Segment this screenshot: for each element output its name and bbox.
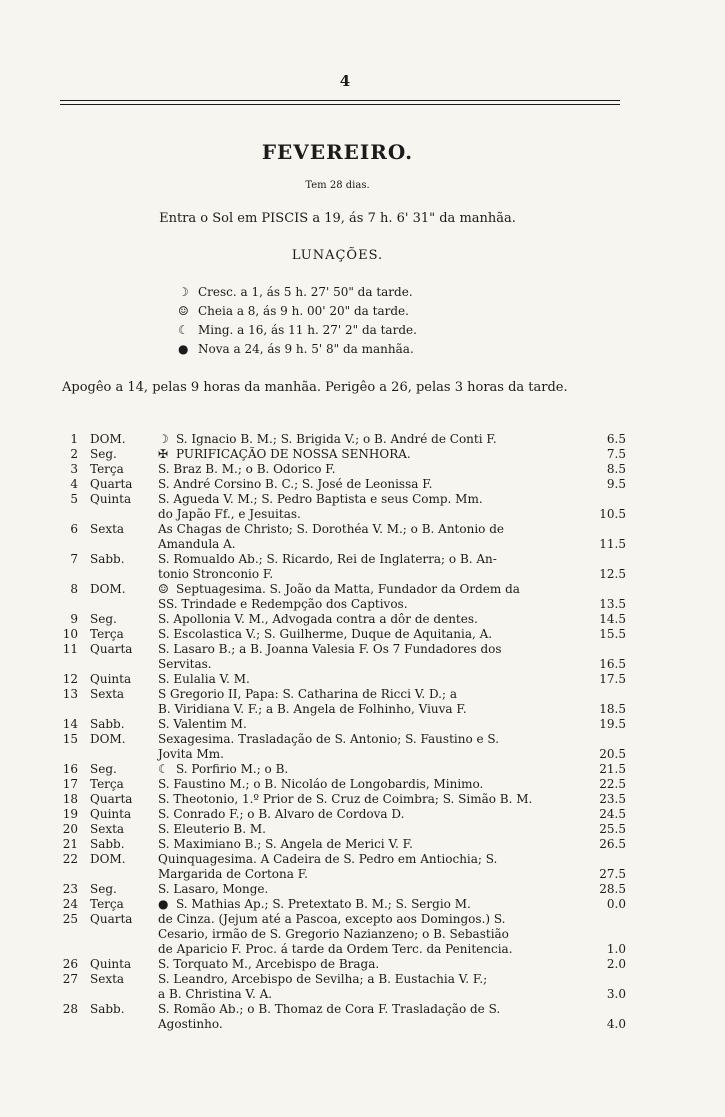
saints-text: S. Torquato M., Arcebispo de Braga. [158,957,380,971]
calendar-row [58,882,638,897]
time-value: 17.5 [599,672,626,686]
day-number: 16 [62,762,78,776]
saints-text: S. Apollonia V. M., Advogada contra a dôr de dentes. [158,612,478,626]
time-value: 7.5 [606,447,626,461]
saints-text [158,432,588,447]
saints-text: S Gregorio II, Papa: S. Catharina de Ricci V. D.; a B. Viridiana V. F.; a B. Angela de Folhinho, Viuva F. [158,687,467,716]
weekday: DOM. [90,432,126,446]
day-number: 14 [62,717,78,731]
calendar-row [58,837,638,852]
cross-icon: ✠ [158,447,169,461]
day-number: 15 [62,732,78,746]
day-number: 8 [70,582,78,596]
day-number: 26 [62,957,78,971]
weekday: Seg. [90,882,117,896]
calendar-row [58,642,638,672]
saints-text: S. Eleuterio B. M. [158,822,266,836]
time-value: 9.5 [606,477,626,491]
time-value: 21.5 [599,762,626,776]
saints-text: S. André Corsino B. C.; S. José de Leonissa F. [158,477,433,491]
time-value: 11.5 [599,537,626,551]
saints-text-body: PURIFICAÇÃO DE NOSSA SENHORA. [176,447,411,461]
header-double-rule [60,100,620,108]
full-moon-icon: ☺ [158,582,169,596]
day-number: 2 [70,447,78,461]
saints-text: S. Lasaro B.; a B. Joanna Valesia F. Os 7 Fundadores dos Servitas. [158,642,502,671]
saints-text: S. Braz B. M.; o B. Odorico F. [158,462,336,476]
calendar-row [58,612,638,627]
weekday: Terça [90,777,124,791]
weekday: Sexta [90,822,125,836]
weekday: Sabb. [90,717,125,731]
waning-quarter-icon: ☾ [178,323,189,337]
time-value: 3.0 [606,987,626,1001]
day-number: 7 [70,552,78,566]
day-number: 4 [70,477,78,491]
time-value: 19.5 [599,717,626,731]
saints-text: S. Theotonio, 1.º Prior de S. Cruz de Coimbra; S. Simão B. M. [158,792,533,806]
calendar-row [58,822,638,837]
calendar-row [58,492,638,522]
saints-text [158,897,588,912]
moon-phase-row [178,321,417,340]
saints-text-body: S. Ignacio B. M.; S. Brigida V.; o B. André de Conti F. [176,432,497,446]
month-title: FEVEREIRO. [261,140,414,164]
calendar-row [58,687,638,717]
waning-quarter-icon: ☾ [158,762,169,776]
saints-text-body: Septuagesima. S. João da Matta, Fundador da Ordem da SS. Trindade e Redempção dos Captivos. [158,582,520,611]
weekday: Quinta [90,492,132,506]
saints-text: de Cinza. (Jejum até a Pascoa, excepto aos Domingos.) S. Cesario, irmão de S. Gregorio Nazianzeno; o B. Sebastião de Aparicio F. Proc. á tarde da Ordem Terc. da Penitencia. [158,912,513,956]
time-value: 18.5 [599,702,626,716]
time-value: 4.0 [606,1017,626,1031]
full-moon-icon: ☺ [178,304,189,318]
calendar-row [58,807,638,822]
moon-phase-row [178,340,417,359]
saints-text: S. Valentim M. [158,717,247,731]
day-number: 19 [62,807,78,821]
time-value: 10.5 [599,507,626,521]
saints-text: S. Romão Ab.; o B. Thomaz de Cora F. Trasladação de S. Agostinho. [158,1002,501,1031]
weekday: Seg. [90,762,117,776]
day-number: 12 [62,672,78,686]
moon-phase-row [178,283,417,302]
time-value: 8.5 [606,462,626,476]
calendar-row [58,957,638,972]
calendar-row [58,432,638,447]
calendar-row [58,912,638,957]
day-number: 28 [62,1002,78,1016]
day-number: 22 [62,852,78,866]
day-number: 3 [70,462,78,476]
day-number: 1 [70,432,78,446]
calendar-row [58,447,638,462]
day-number: 18 [62,792,78,806]
moon-phase-text: Ming. a 16, ás 11 h. 27' 2" da tarde. [198,323,417,337]
weekday: Sabb. [90,552,125,566]
time-value: 14.5 [599,612,626,626]
day-number: 13 [62,687,78,701]
saints-text: S. Agueda V. M.; S. Pedro Baptista e seus Comp. Mm. do Japão Ff., e Jesuitas. [158,492,483,521]
calendar-row [58,792,638,807]
calendar-row [58,1002,638,1032]
lunacoes-heading: LUNAÇÕES. [291,248,384,263]
time-value: 24.5 [599,807,626,821]
calendar-row [58,552,638,582]
saints-text: As Chagas de Christo; S. Dorothéa V. M.; o B. Antonio de Amandula A. [158,522,504,551]
calendar-row [58,522,638,552]
apogee-perigee-line: Apogêo a 14, pelas 9 horas da manhãa. Perigêo a 26, pelas 3 horas da tarde. [62,380,568,395]
saints-text: S. Conrado F.; o B. Alvaro de Cordova D. [158,807,405,821]
calendar-row [58,477,638,492]
time-value: 25.5 [599,822,626,836]
saints-text: Quinquagesima. A Cadeira de S. Pedro em Antiochia; S. Margarida de Cortona F. [158,852,498,881]
saints-text: S. Leandro, Arcebispo de Sevilha; a B. Eustachia V. F.; a B. Christina V. A. [158,972,488,1001]
calendar-row [58,672,638,687]
weekday: DOM. [90,852,126,866]
new-moon-icon: ● [158,897,169,911]
time-value: 28.5 [599,882,626,896]
calendar-row [58,897,638,912]
time-value: 22.5 [599,777,626,791]
day-number: 10 [62,627,78,641]
moon-phase-row [178,302,417,321]
weekday: Seg. [90,612,117,626]
time-value: 20.5 [599,747,626,761]
weekday: Sexta [90,522,125,536]
moon-phase-text: Nova a 24, ás 9 h. 5' 8" da manhãa. [198,342,414,356]
weekday: Quarta [90,792,133,806]
weekday: Seg. [90,447,117,461]
weekday: Quarta [90,642,133,656]
saints-text [158,762,588,777]
page-number: 4 [339,72,351,90]
calendar-row [58,717,638,732]
time-value: 26.5 [599,837,626,851]
moon-phase-icon: ☽ [158,432,169,446]
new-moon-icon: ● [178,342,189,356]
saints-text: S. Escolastica V.; S. Guilherme, Duque de Aquitania, A. [158,627,493,641]
time-value: 13.5 [599,597,626,611]
moon-phase-text: Cresc. a 1, ás 5 h. 27' 50" da tarde. [198,285,413,299]
time-value: 1.0 [606,942,626,956]
day-number: 23 [62,882,78,896]
weekday: Terça [90,462,124,476]
day-number: 24 [62,897,78,911]
time-value: 2.0 [606,957,626,971]
calendar-row [58,582,638,612]
day-number: 25 [62,912,78,926]
saints-text: S. Eulalia V. M. [158,672,250,686]
weekday: Sexta [90,972,125,986]
crescent-quarter-icon: ☽ [178,285,189,299]
saints-text: S. Faustino M.; o B. Nicoláo de Longobardis, Minimo. [158,777,484,791]
calendar-row [58,732,638,762]
weekday: Sabb. [90,1002,125,1016]
calendar-list [58,432,638,1032]
weekday: Terça [90,897,124,911]
day-number: 5 [70,492,78,506]
day-number: 9 [70,612,78,626]
calendar-row [58,762,638,777]
sun-entry-line: Entra o Sol em PISCIS a 19, ás 7 h. 6' 31" da manhãa. [159,211,516,226]
weekday: Terça [90,627,124,641]
time-value: 16.5 [599,657,626,671]
weekday: Quarta [90,477,133,491]
calendar-row [58,777,638,792]
day-number: 17 [62,777,78,791]
time-value: 23.5 [599,792,626,806]
moon-phases [178,283,417,359]
saints-text-body: S. Mathias Ap.; S. Pretextato B. M.; S. Sergio M. [176,897,471,911]
weekday: Sabb. [90,837,125,851]
saints-text: S. Lasaro, Monge. [158,882,269,896]
calendar-row [58,852,638,882]
weekday: Quinta [90,672,132,686]
time-value: 0.0 [606,897,626,911]
weekday: DOM. [90,582,126,596]
time-value: 6.5 [606,432,626,446]
weekday: Sexta [90,687,125,701]
weekday: Quinta [90,957,132,971]
time-value: 27.5 [599,867,626,881]
calendar-row [58,972,638,1002]
saints-text [158,447,588,462]
saints-text: S. Romualdo Ab.; S. Ricardo, Rei de Inglaterra; o B. An- tonio Stronconio F. [158,552,497,581]
time-value: 12.5 [599,567,626,581]
day-number: 27 [62,972,78,986]
calendar-row [58,627,638,642]
moon-phase-text: Cheia a 8, ás 9 h. 00' 20" da tarde. [198,304,409,318]
saints-text: Sexagesima. Trasladação de S. Antonio; S. Faustino e S. Jovita Mm. [158,732,500,761]
time-value: 15.5 [599,627,626,641]
saints-text: S. Maximiano B.; S. Angela de Merici V. F. [158,837,413,851]
weekday: Quarta [90,912,133,926]
days-count: Tem 28 dias. [305,180,370,191]
saints-text [158,582,588,612]
day-number: 20 [62,822,78,836]
weekday: DOM. [90,732,126,746]
day-number: 6 [70,522,78,536]
day-number: 11 [62,642,78,656]
weekday: Quinta [90,807,132,821]
day-number: 21 [62,837,78,851]
calendar-row [58,462,638,477]
saints-text-body: S. Porfirio M.; o B. [176,762,289,776]
